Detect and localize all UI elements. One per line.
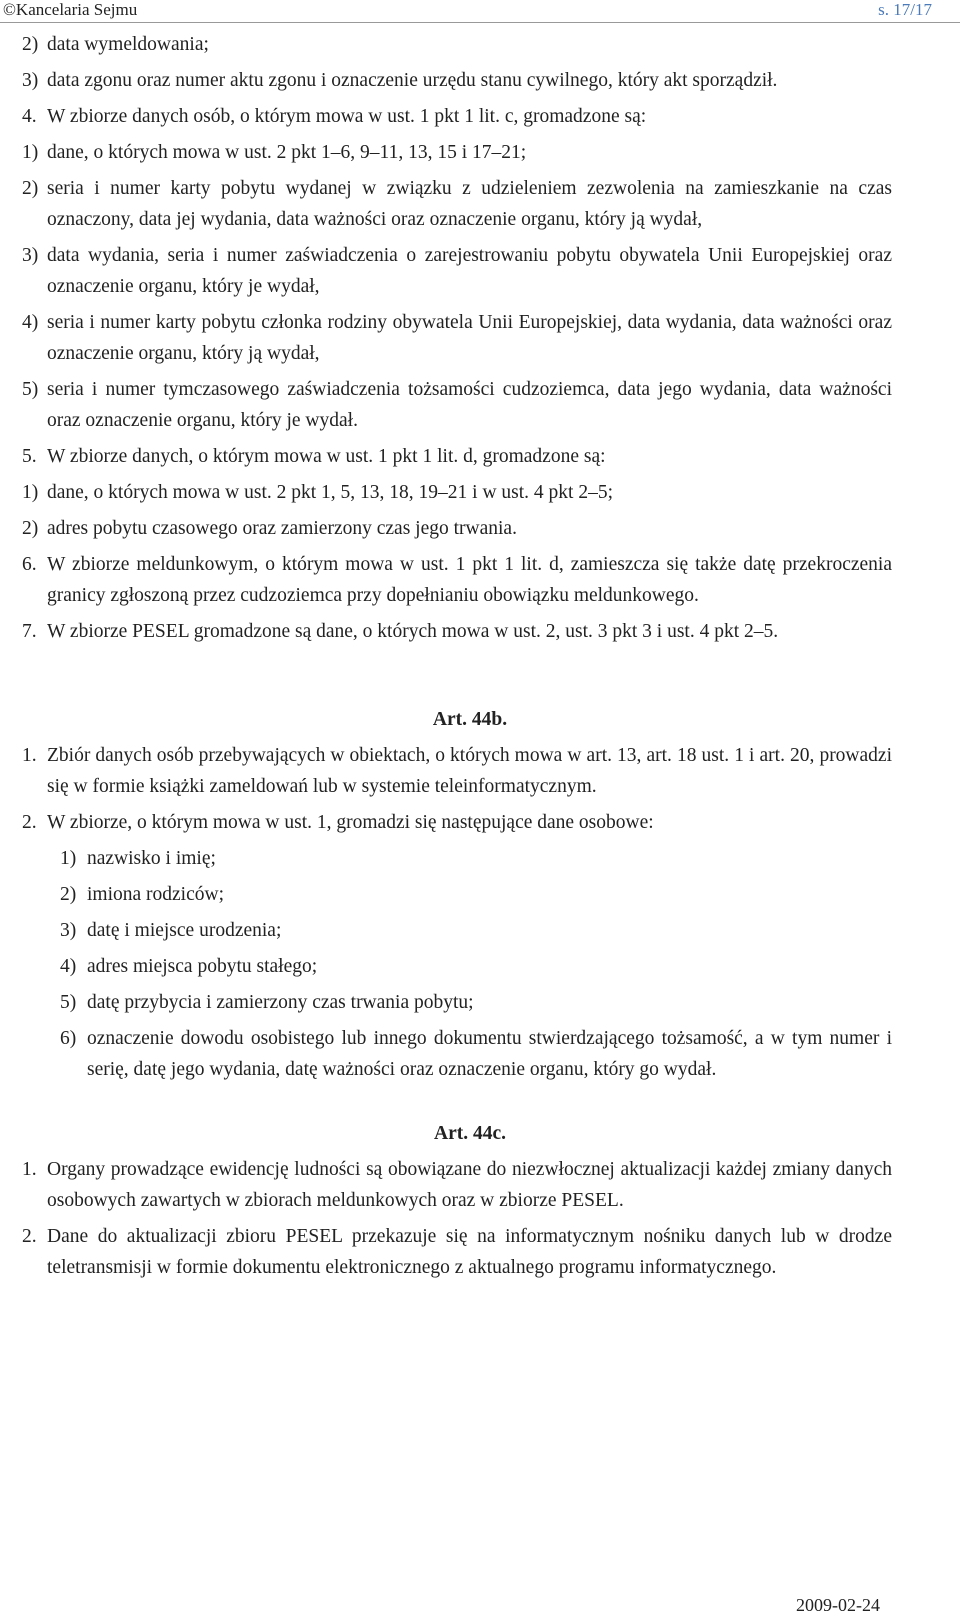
item-text: seria i numer tymczasowego zaświadczenia tożsamości cudzoziemca, data jego wydania, data ważności oraz oznaczenie organu, który je wydał. bbox=[47, 379, 892, 431]
item-number: 2) bbox=[22, 34, 39, 55]
item-number: 4) bbox=[60, 956, 77, 977]
page-header bbox=[0, 0, 960, 23]
header-page-number: s. 17/17 bbox=[878, 0, 932, 19]
item-text: W zbiorze meldunkowym, o którym mowa w ust. 1 pkt 1 lit. d, zamieszcza się także datę przekroczenia granicy zgłoszoną przez cudzoziemca przy dopełnianiu obowiązku meldunkowego. bbox=[47, 554, 892, 606]
item-number: 1) bbox=[22, 482, 39, 503]
item-text: imiona rodziców; bbox=[87, 884, 225, 905]
item-text: Organy prowadzące ewidencję ludności są obowiązane do niezwłocznej aktualizacji każdej zmiany danych osobowych zawartych w zbiorach meldunkowych oraz w zbiorze PESEL. bbox=[47, 1159, 892, 1211]
paragraph-ust bbox=[0, 549, 960, 611]
item-number: 6. bbox=[22, 554, 37, 575]
paragraph-ust bbox=[0, 101, 960, 132]
item-number: 5) bbox=[60, 992, 77, 1013]
list-item bbox=[0, 951, 960, 982]
item-text: W zbiorze, o którym mowa w ust. 1, gromadzi się następujące dane osobowe: bbox=[47, 812, 654, 833]
item-number: 4. bbox=[22, 106, 37, 127]
item-number: 1) bbox=[60, 848, 77, 869]
item-text: data wydania, seria i numer zaświadczenia o zarejestrowaniu pobytu obywatela Unii Europejskiej oraz oznaczenie organu, który je wydał, bbox=[47, 245, 892, 297]
article-heading: Art. 44b. bbox=[432, 709, 508, 730]
item-number: 2) bbox=[60, 884, 77, 905]
paragraph-ust bbox=[0, 616, 960, 647]
item-text: W zbiorze danych osób, o którym mowa w ust. 1 pkt 1 lit. c, gromadzone są: bbox=[47, 106, 647, 127]
item-number: 1. bbox=[22, 745, 37, 766]
list-item bbox=[0, 1023, 960, 1085]
item-text: Zbiór danych osób przebywających w obiektach, o których mowa w art. 13, art. 18 ust. 1 i art. 20, prowadzi się w formie książki zameldowań lub w systemie teleinformatycznym. bbox=[47, 745, 892, 797]
item-text: dane, o których mowa w ust. 2 pkt 1, 5, 13, 18, 19–21 i w ust. 4 pkt 2–5; bbox=[47, 482, 614, 503]
item-number: 5) bbox=[22, 379, 39, 400]
list-item bbox=[0, 240, 960, 302]
item-number: 7. bbox=[22, 621, 37, 642]
paragraph-ust bbox=[0, 1221, 960, 1283]
paragraph-ust bbox=[0, 807, 960, 838]
list-item bbox=[0, 29, 960, 60]
item-text: datę i miejsce urodzenia; bbox=[87, 920, 282, 941]
list-item bbox=[0, 65, 960, 96]
document-body bbox=[0, 29, 960, 1288]
item-text: adres pobytu czasowego oraz zamierzony czas jego trwania. bbox=[47, 518, 517, 539]
list-item bbox=[0, 477, 960, 508]
item-text: W zbiorze danych, o którym mowa w ust. 1 pkt 1 lit. d, gromadzone są: bbox=[47, 446, 606, 467]
item-number: 4) bbox=[22, 312, 39, 333]
item-number: 6) bbox=[60, 1028, 77, 1049]
list-item bbox=[0, 137, 960, 168]
header-source: ©Kancelaria Sejmu bbox=[3, 0, 138, 19]
item-text: Dane do aktualizacji zbioru PESEL przekazuje się na informatycznym nośniku danych lub w drodze teletransmisji w formie dokumentu elektronicznego z aktualnego programu informatycznego. bbox=[47, 1226, 892, 1278]
list-item bbox=[0, 374, 960, 436]
list-item bbox=[0, 915, 960, 946]
item-text: nazwisko i imię; bbox=[87, 848, 216, 869]
item-number: 2. bbox=[22, 812, 37, 833]
list-item bbox=[0, 843, 960, 874]
item-number: 2) bbox=[22, 178, 39, 199]
paragraph-ust bbox=[0, 1154, 960, 1216]
item-number: 3) bbox=[22, 70, 39, 91]
item-number: 2. bbox=[22, 1226, 37, 1247]
list-item bbox=[0, 307, 960, 369]
paragraph-ust bbox=[0, 740, 960, 802]
item-text: dane, o których mowa w ust. 2 pkt 1–6, 9–11, 13, 15 i 17–21; bbox=[47, 142, 527, 163]
item-text: data zgonu oraz numer aktu zgonu i oznaczenie urzędu stanu cywilnego, który akt sporządził. bbox=[47, 70, 778, 91]
item-number: 1. bbox=[22, 1159, 37, 1180]
list-item bbox=[0, 879, 960, 910]
item-text: datę przybycia i zamierzony czas trwania pobytu; bbox=[87, 992, 474, 1013]
item-number: 2) bbox=[22, 518, 39, 539]
footer-date: 2009-02-24 bbox=[796, 1595, 880, 1615]
item-number: 3) bbox=[22, 245, 39, 266]
item-text: W zbiorze PESEL gromadzone są dane, o których mowa w ust. 2, ust. 3 pkt 3 i ust. 4 pkt 2–5. bbox=[47, 621, 779, 642]
item-text: seria i numer karty pobytu członka rodziny obywatela Unii Europejskiej, data wydania, data ważności oraz oznaczenie organu, który ją wydał, bbox=[47, 312, 892, 364]
item-number: 5. bbox=[22, 446, 37, 467]
list-item bbox=[0, 513, 960, 544]
item-text: adres miejsca pobytu stałego; bbox=[87, 956, 318, 977]
item-text: seria i numer karty pobytu wydanej w związku z udzieleniem zezwolenia na zamieszkanie na czas oznaczony, data jej wydania, data ważności oraz oznaczenie organu, który ją wydał, bbox=[47, 178, 892, 230]
item-text: oznaczenie dowodu osobistego lub innego dokumentu stwierdzającego tożsamość, a w tym numer i serię, datę jego wydania, datę ważności oraz oznaczenie organu, który go wydał. bbox=[87, 1028, 892, 1080]
item-number: 3) bbox=[60, 920, 77, 941]
list-item bbox=[0, 173, 960, 235]
list-item bbox=[0, 987, 960, 1018]
item-text: data wymeldowania; bbox=[47, 34, 209, 55]
article-heading: Art. 44c. bbox=[433, 1123, 506, 1144]
paragraph-ust bbox=[0, 441, 960, 472]
item-number: 1) bbox=[22, 142, 39, 163]
